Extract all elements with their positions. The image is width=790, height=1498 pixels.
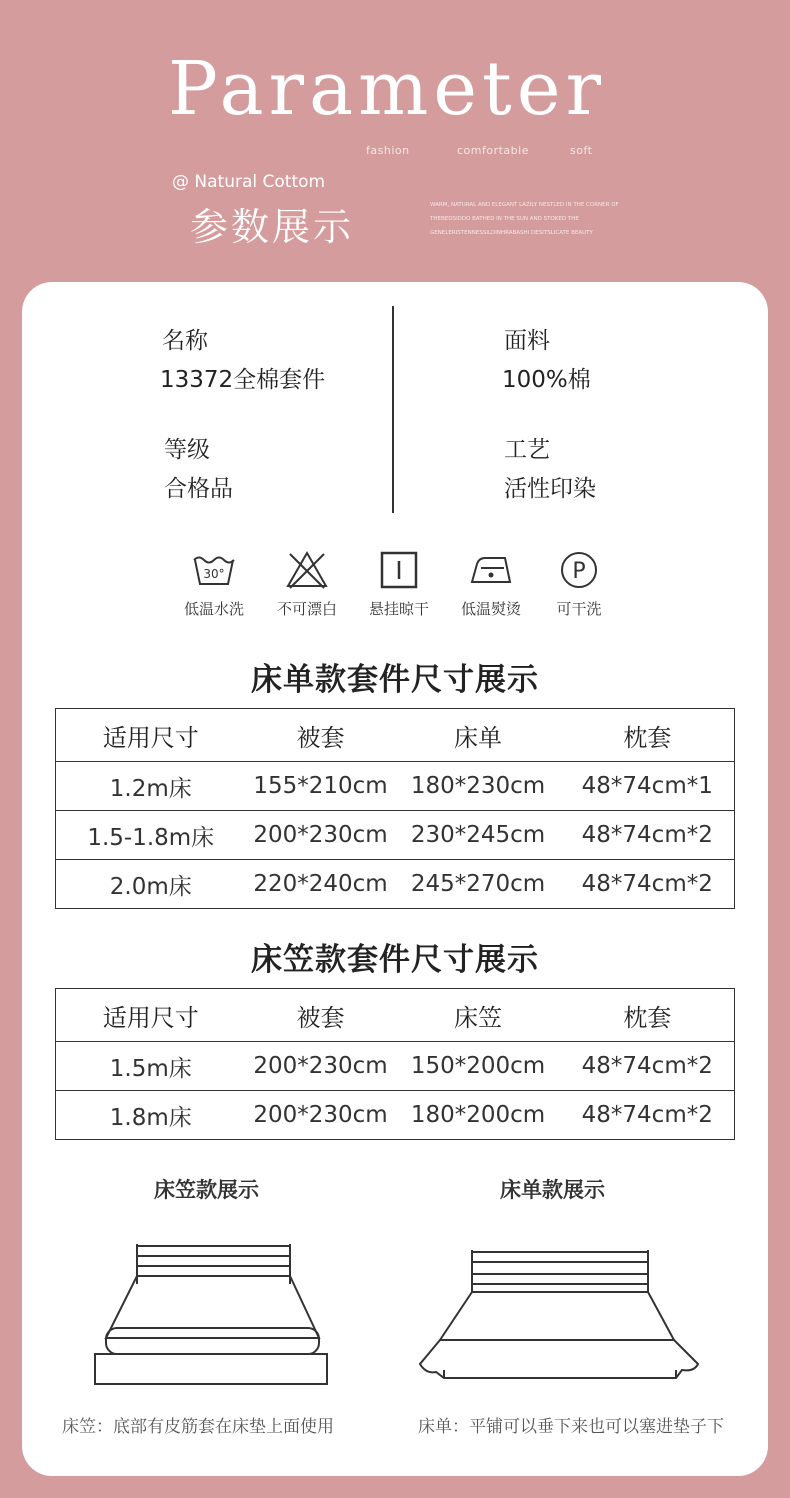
care-label-bleach: 不可漂白 — [276, 600, 337, 618]
care-label-iron: 低温熨烫 — [460, 600, 521, 618]
care-label-wash: 低温水洗 — [183, 600, 244, 618]
flat-demo-title: 床单款展示 — [500, 1178, 605, 1202]
table-cell: 150*200cm — [396, 1042, 561, 1091]
table-cell: 48*74cm*2 — [561, 1091, 735, 1140]
low-temp-wash-icon — [191, 550, 237, 590]
param-craft-value: 活性印染 — [504, 476, 596, 502]
column-header: 适用尺寸 — [56, 989, 246, 1042]
care-item-hang — [349, 550, 449, 619]
fitted-sheet-size-table — [55, 988, 735, 1140]
table-row — [56, 762, 735, 811]
param-name-value: 13372全棉套件 — [160, 367, 326, 393]
care-item-dryclean — [529, 550, 629, 619]
column-header: 床笠 — [396, 989, 561, 1042]
column-header: 枕套 — [561, 709, 735, 762]
table-cell: 245*270cm — [396, 860, 561, 909]
table-row — [56, 1091, 735, 1140]
table-cell: 220*240cm — [246, 860, 396, 909]
fitted-demo-title: 床笠款展示 — [154, 1178, 259, 1202]
table-cell: 230*245cm — [396, 811, 561, 860]
column-header: 被套 — [246, 709, 396, 762]
low-temp-iron-icon — [468, 550, 514, 590]
fitted-demo-caption: 床笠：底部有皮筋套在床垫上面使用 — [62, 1417, 334, 1437]
table-row — [56, 860, 735, 909]
column-header: 适用尺寸 — [56, 709, 246, 762]
flat-demo-caption: 床单：平铺可以垂下来也可以塞进垫子下 — [418, 1417, 724, 1437]
param-name-label: 名称 — [162, 328, 208, 354]
care-label-hang: 悬挂晾干 — [368, 600, 429, 618]
table-cell: 48*74cm*2 — [561, 811, 735, 860]
column-header: 床单 — [396, 709, 561, 762]
param-grade-value: 合格品 — [164, 476, 233, 502]
care-label-dryclean: 可干洗 — [556, 600, 602, 618]
table-cell: 180*230cm — [396, 762, 561, 811]
column-header: 枕套 — [561, 989, 735, 1042]
table-row — [56, 811, 735, 860]
table-cell: 200*230cm — [246, 811, 396, 860]
param-craft-label: 工艺 — [504, 437, 550, 463]
fitted-sheet-bed-illustration — [92, 1232, 332, 1392]
param-divider — [392, 306, 394, 513]
decorative-copy: WARM, NATURAL AND ELEGANT LAZILY NESTLED IN THE CORNER OF THEBEDSIDDO BATHED IN THE SUN AND STOKED THE GENELERISTENNESSILDINHRABASHI DESITSLICATE BEAUTY — [430, 202, 619, 236]
table-header-row — [56, 709, 735, 762]
table-row — [56, 1042, 735, 1091]
tagline-fashion: fashion — [366, 144, 410, 157]
care-item-iron — [441, 550, 541, 619]
table-cell: 1.5m床 — [56, 1042, 246, 1091]
no-bleach-icon — [284, 550, 330, 590]
flat-sheet-bed-illustration — [412, 1232, 702, 1392]
table-cell: 155*210cm — [246, 762, 396, 811]
table-cell: 1.5-1.8m床 — [56, 811, 246, 860]
table-cell: 48*74cm*1 — [561, 762, 735, 811]
page-title: Parameter — [168, 46, 606, 132]
flat-sheet-size-table — [55, 708, 735, 909]
subtitle-chinese: 参数展示 — [190, 205, 355, 249]
table-cell: 200*230cm — [246, 1091, 396, 1140]
table-cell: 180*200cm — [396, 1091, 561, 1140]
table-cell: 1.2m床 — [56, 762, 246, 811]
table-header-row — [56, 989, 735, 1042]
hang-dry-icon — [376, 550, 422, 590]
svg-text:30°: 30° — [203, 567, 225, 581]
table-cell: 2.0m床 — [56, 860, 246, 909]
table-cell: 48*74cm*2 — [561, 860, 735, 909]
svg-text:P: P — [572, 559, 586, 584]
table-cell: 48*74cm*2 — [561, 1042, 735, 1091]
care-item-wash — [164, 550, 264, 619]
param-fabric-label: 面料 — [504, 328, 550, 354]
subtitle-english: @ Natural Cottom — [172, 172, 326, 192]
fitted-sheet-section-title: 床笠款套件尺寸展示 — [251, 942, 539, 978]
param-grade-label: 等级 — [164, 437, 210, 463]
param-fabric-value: 100%棉 — [502, 367, 591, 393]
table-cell: 200*230cm — [246, 1042, 396, 1091]
column-header: 被套 — [246, 989, 396, 1042]
tagline-soft: soft — [570, 144, 593, 157]
dry-clean-icon — [556, 550, 602, 590]
content-card — [22, 282, 768, 1476]
table-cell: 1.8m床 — [56, 1091, 246, 1140]
tagline-comfortable: comfortable — [457, 144, 529, 157]
care-item-bleach — [257, 550, 357, 619]
flat-sheet-section-title: 床单款套件尺寸展示 — [251, 662, 539, 698]
